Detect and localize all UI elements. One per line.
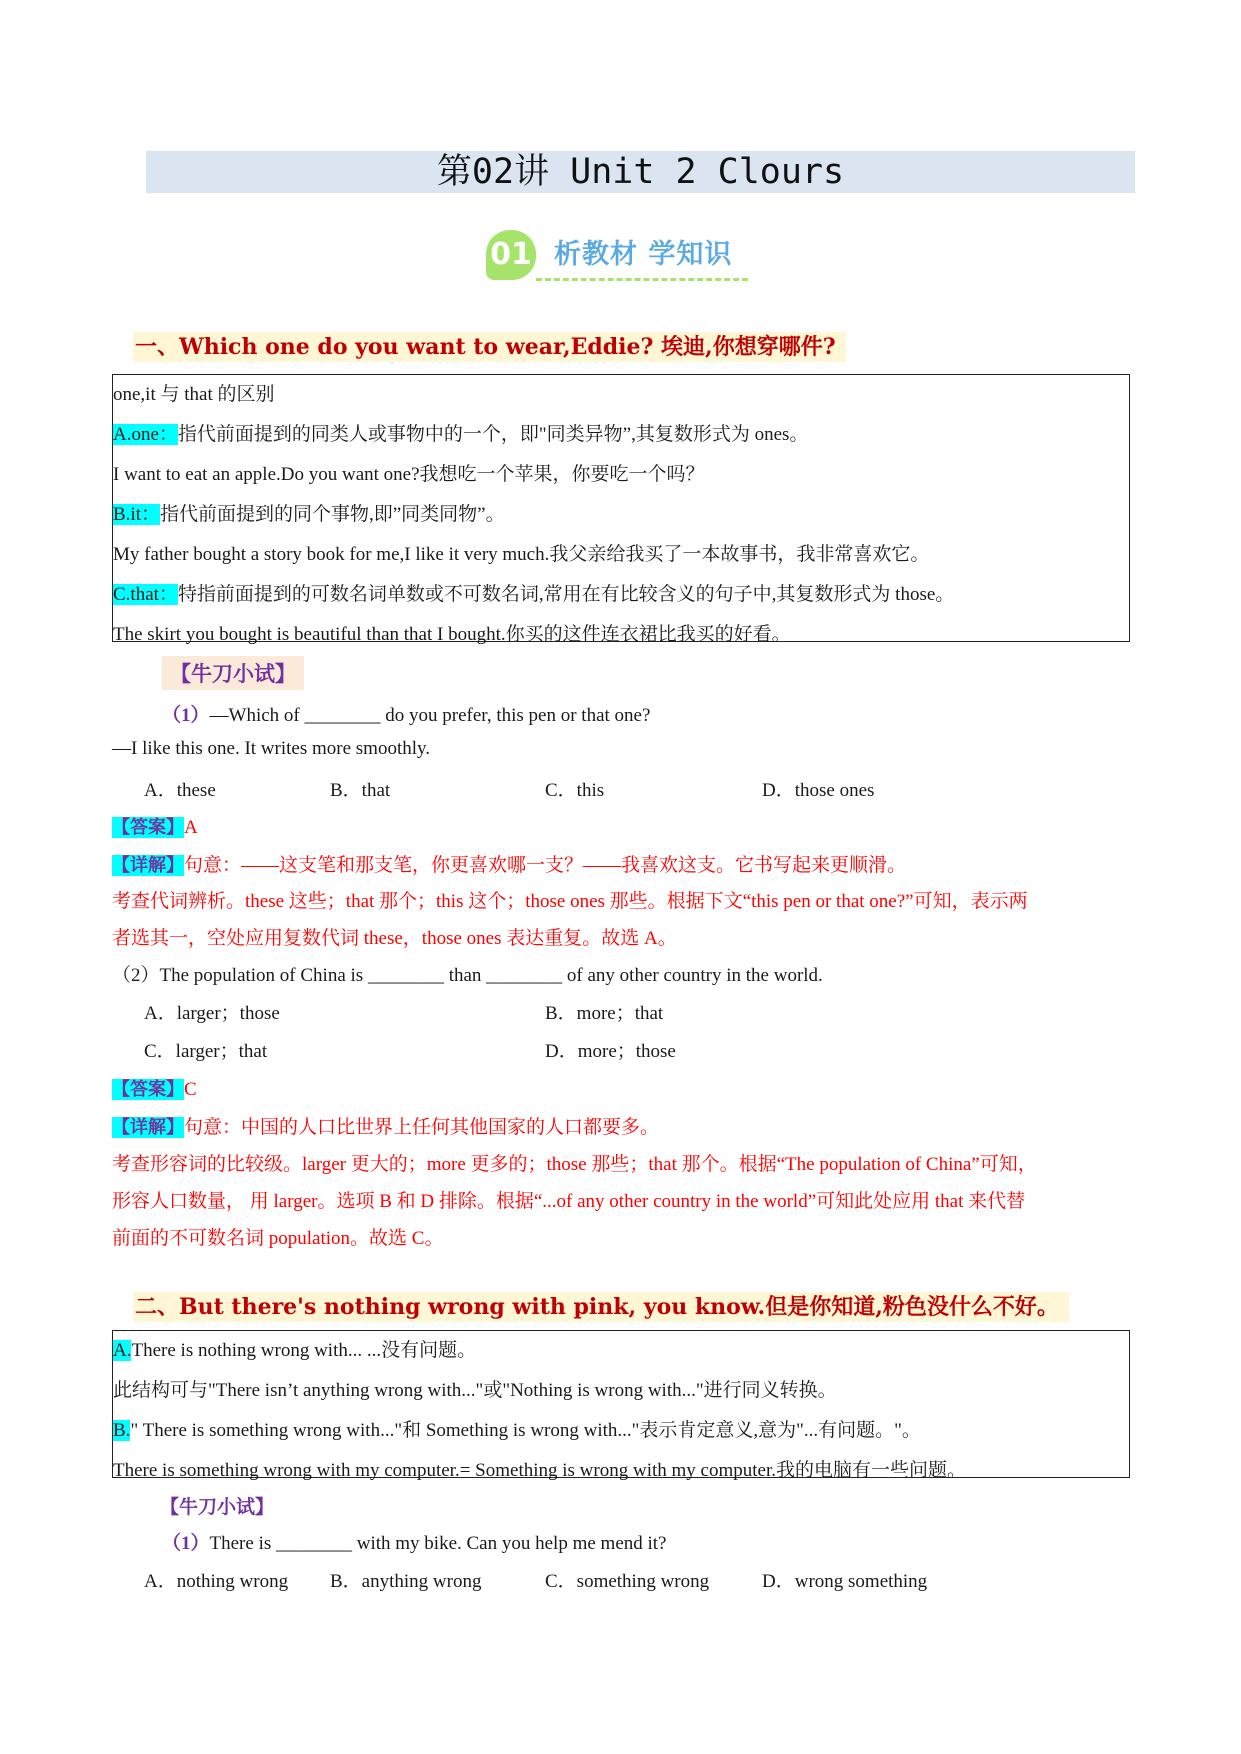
s2-q1-number: （1） bbox=[162, 1533, 210, 1554]
notes2-b: B." There is something wrong with..."和 Something is wrong with..."表示肯定意义,意为"...有问题。"。 bbox=[113, 1420, 921, 1441]
notes2-a: A.There is nothing wrong with... ...没有问题。 bbox=[113, 1340, 477, 1361]
q2-answer bbox=[112, 1075, 197, 1101]
answer-value: A bbox=[184, 817, 198, 838]
q1-stem-2: —I like this one. It writes more smoothly. bbox=[112, 738, 431, 759]
notes2-line-2: 此结构可与"There isn’t anything wrong with..."或"Nothing is wrong with..."进行同义转换。 bbox=[113, 1380, 837, 1401]
practice-tag-2: 【牛刀小试】 bbox=[160, 1496, 275, 1518]
badge-number: 01 bbox=[486, 230, 536, 280]
page-title: 第02讲 Unit 2 Clours bbox=[436, 152, 845, 192]
section2-heading: 二、But there's nothing wrong with pink, you know.但是你知道,粉色没什么不好。 bbox=[133, 1290, 1069, 1321]
explanation-tag: 【详解】 bbox=[112, 1117, 184, 1138]
explanation-tag: 【详解】 bbox=[112, 855, 184, 876]
notes-c bbox=[113, 579, 954, 606]
notes2-b-tag: B. bbox=[113, 1420, 131, 1441]
notes-b-text: 指代前面提到的同个事物,即”同类同物”。 bbox=[159, 504, 505, 525]
notes-a-example: I want to eat an apple.Do you want one?我想吃一个苹果，你要吃一个吗？ bbox=[113, 464, 705, 485]
notes2-line-4: There is something wrong with my computer.= Something is wrong with my computer.我的电脑有一些问题。 bbox=[113, 1460, 966, 1481]
s2-q1-option-a: A．nothing wrong bbox=[144, 1571, 289, 1592]
q2-explanation-2: 考查形容词的比较级。larger 更大的；more 更多的；those 那些；that 那个。根据“The population of China”可知， bbox=[112, 1154, 1037, 1175]
notes-a-tag: A.one： bbox=[113, 424, 178, 445]
q1-explanation-1: 【详解】句意：——这支笔和那支笔，你更喜欢哪一支？——我喜欢这支。它书写起来更顺滑。 bbox=[112, 855, 907, 876]
section1-notes-box bbox=[112, 374, 1130, 645]
badge-dashed-underline bbox=[536, 278, 748, 281]
q1-stem: （1）—Which of ________ do you prefer, this pen or that one? bbox=[162, 705, 651, 726]
s2-q1-option-b: B．anything wrong bbox=[330, 1571, 482, 1592]
q1-explanation-3: 者选其一，空处应用复数代词 these，those ones 表达重复。故选 A。 bbox=[112, 928, 677, 949]
answer-tag: 【答案】 bbox=[112, 1079, 184, 1100]
q2-option-d: D．more；those bbox=[545, 1041, 676, 1062]
notes-b-tag: B.it： bbox=[113, 504, 160, 525]
badge-text: 析教材 学知识 bbox=[554, 239, 733, 270]
q1-answer bbox=[112, 813, 198, 839]
q2-explanation-1: 【详解】句意：中国的人口比世界上任何其他国家的人口都要多。 bbox=[112, 1117, 660, 1138]
notes-a bbox=[113, 419, 808, 446]
notes-a-text: 指代前面提到的同类人或事物中的一个，即"同类异物”,其复数形式为 ones。 bbox=[177, 424, 809, 445]
q1-option-a: A．these bbox=[144, 780, 216, 801]
section2-notes-box bbox=[112, 1330, 1130, 1481]
q2-explanation-4: 前面的不可数名词 population。故选 C。 bbox=[112, 1228, 444, 1249]
section1-heading: 一、Which one do you want to wear,Eddie? 埃迪,你想穿哪件? bbox=[133, 330, 846, 361]
q2-option-a: A．larger；those bbox=[144, 1003, 280, 1024]
q1-option-d: D．those ones bbox=[762, 780, 875, 801]
answer-value: C bbox=[184, 1079, 197, 1100]
notes-c-tag: C.that： bbox=[113, 584, 178, 605]
notes2-a-tag: A. bbox=[113, 1340, 132, 1361]
title-bar bbox=[146, 151, 1135, 193]
q2-option-c: C．larger；that bbox=[144, 1041, 268, 1062]
notes-c-example: The skirt you bought is beautiful than that I bought.你买的这件连衣裙比我买的好看。 bbox=[113, 624, 791, 645]
q1-option-c: C．this bbox=[545, 780, 605, 801]
s2-q1-option-c: C．something wrong bbox=[545, 1571, 710, 1592]
q1-option-b: B．that bbox=[330, 780, 391, 801]
s2-q1-option-d: D．wrong something bbox=[762, 1571, 928, 1592]
q1-number: （1） bbox=[162, 705, 210, 726]
notes-b bbox=[113, 499, 505, 526]
practice-tag: 【牛刀小试】 bbox=[162, 656, 304, 690]
notes-intro: one,it 与 that 的区别 bbox=[113, 384, 275, 405]
q2-explanation-3: 形容人口数量， 用 larger。选项 B 和 D 排除。根据“...of any other country in the world”可知此处应用 that 来代替 bbox=[112, 1191, 1026, 1212]
s2-q1-stem: （1）There is ________ with my bike. Can you help me mend it? bbox=[162, 1533, 667, 1554]
notes-b-example: My father bought a story book for me,I like it very much.我父亲给我买了一本故事书，我非常喜欢它。 bbox=[113, 544, 930, 565]
notes-c-text: 特指前面提到的可数名词单数或不可数名词,常用在有比较含义的句子中,其复数形式为 those。 bbox=[177, 584, 955, 605]
q2-stem: （2）The population of China is ________ than ________ of any other country in the world. bbox=[112, 965, 823, 986]
q1-explanation-2: 考查代词辨析。these 这些；that 那个；this 这个；those ones 那些。根据下文“this pen or that one?”可知，表示两 bbox=[112, 891, 1028, 912]
section-badge bbox=[486, 226, 756, 286]
answer-tag: 【答案】 bbox=[112, 817, 184, 838]
q2-option-b: B．more；that bbox=[545, 1003, 664, 1024]
